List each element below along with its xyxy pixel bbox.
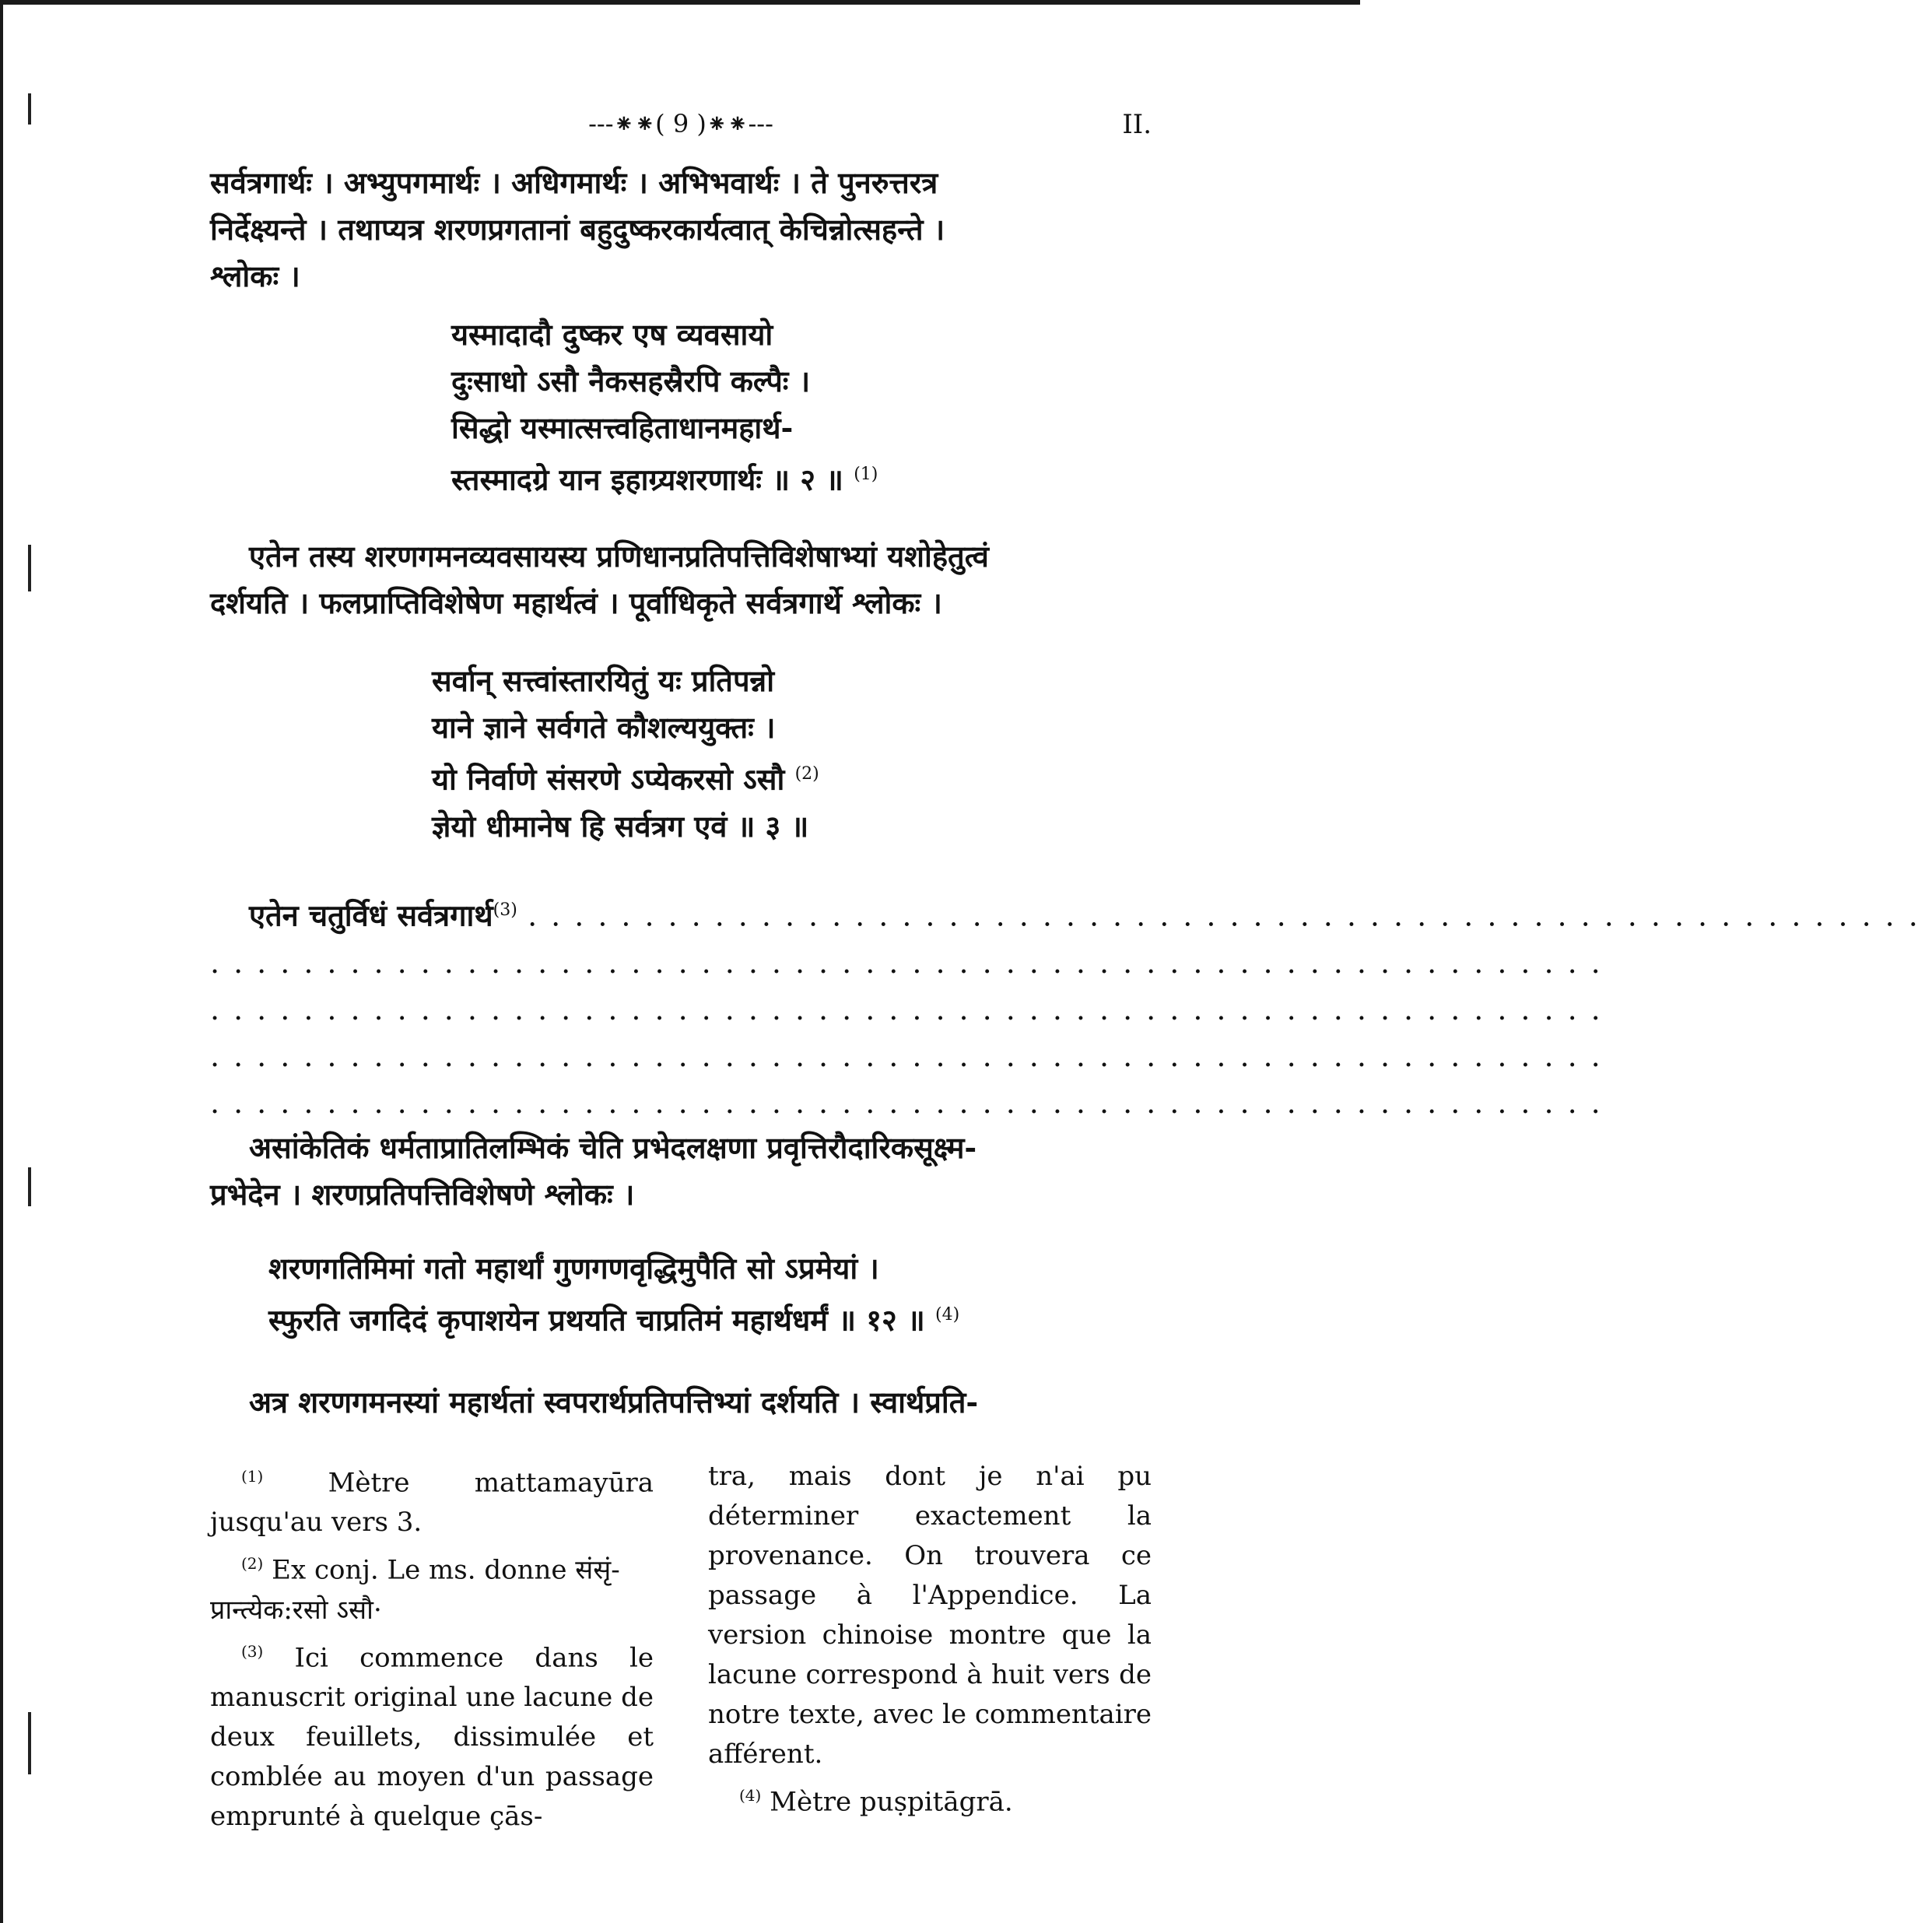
prose-line: एतेन तस्य शरणगमनव्यवसायस्य प्रणिधानप्रतिपत्तिविशेषाभ्यां यशोहेतुत्वं <box>249 539 989 574</box>
footnote-4 <box>708 1776 1152 1822</box>
verse-2 <box>210 311 1152 504</box>
prose-line: अत्र शरणगमनस्यां महार्थतां स्वपरार्थप्रतिपत्तिभ्यां दर्शयति । स्वार्थप्रति- <box>249 1384 979 1419</box>
lacuna-dots: ............................................................ <box>210 945 1615 980</box>
prose-line: असांकेतिकं धर्मताप्रातिलम्भिकं चेति प्रभेदलक्षणा प्रवृत्तिरौदारिकसूक्ष्म- <box>249 1130 977 1165</box>
footnote-1-text: Mètre mattamayūra jusqu'au vers 3. <box>210 1467 654 1539</box>
verse-line: शरणगतिमिमां गतो महार्थां गुणगणवृद्धिमुपैति सो ऽप्रमेयां । <box>268 1251 879 1286</box>
footnote-3-text: Ici commence dans le manuscrit original une lacune de deux feuillets, dissimulée et comblée au moyen d'un passage emprunté à quelque çās- <box>210 1641 654 1832</box>
footnote-1 <box>210 1457 654 1542</box>
verse-3 <box>210 658 1152 850</box>
page-header <box>210 109 1152 148</box>
paragraph-1 <box>210 160 1152 300</box>
lacuna-dots: ............................................................ <box>210 991 1615 1026</box>
verse-line: ज्ञेयो धीमानेष हि सर्वत्रग एवं ॥ ३ ॥ <box>432 808 809 844</box>
prose-line: प्रभेदेन । शरणप्रतिपत्तिविशेषणे श्लोकः । <box>210 1177 635 1212</box>
lacuna-dots: ............................................................ <box>528 898 1932 933</box>
prose-line: दर्शयति । फलप्राप्तिविशेषेण महार्थत्वं । पूर्वाधिकृते सर्वत्रगार्थे श्लोकः । <box>210 585 942 620</box>
prose-line: सर्वत्रगार्थः । अभ्युपगमार्थः । अधिगमार्थः । अभिभवार्थः । ते पुनरुत्तरत्र <box>210 165 938 200</box>
footnote-marker-3: (3) <box>493 900 517 920</box>
lacuna-dots: ............................................................ <box>210 1038 1615 1073</box>
binding-mark <box>28 1712 31 1774</box>
footnote-column-left <box>210 1457 654 1838</box>
paragraph-4 <box>210 1379 1152 1426</box>
verse-line <box>432 751 1152 803</box>
verse-line: यस्मादादौ दुष्कर एष व्यवसायो <box>451 317 773 352</box>
binding-mark <box>28 545 31 591</box>
footnote-2-text-cont: प्रान्त्येक:रसो ऽसौ· <box>210 1594 382 1626</box>
lacuna-block <box>210 887 1932 1126</box>
prose-line: श्लोकः । <box>210 258 300 293</box>
footnote-1-marker: (1) <box>241 1467 264 1486</box>
binding-mark <box>28 93 31 125</box>
verse-12 <box>210 1245 1152 1344</box>
verse-line: दुःसाधो ऽसौ नैकसहस्रैरपि कल्पैः । <box>451 363 811 398</box>
page-number: ---⁕⁕( 9 )⁕⁕--- <box>588 109 773 139</box>
verse-line-last <box>451 451 1152 504</box>
verse-line: सिद्धो यस्मात्सत्त्वहिताधानमहार्थ- <box>451 410 794 445</box>
footnote-3-continued: tra, mais dont je n'ai pu déterminer exactement la provenance. On trouvera ce passage à l'Appendice. La version chinoise montre que la lacune correspond à huit vers de notre texte, avec le commentaire afférent. <box>708 1461 1152 1770</box>
verse-line-text: यो निर्वाणे संसरणे ऽप्येकरसो ऽसौ <box>432 761 785 797</box>
verse-line: याने ज्ञाने सर्वगते कौशल्ययुक्तः । <box>432 710 776 745</box>
lacuna-dots: ............................................................ <box>210 1085 1615 1120</box>
footnote-2 <box>210 1544 654 1630</box>
footnote-2-text: Ex conj. Le ms. donne संसृं- <box>272 1554 620 1586</box>
paragraph-2 <box>210 533 1152 626</box>
prose-line: निर्देक्ष्यन्ते । तथाप्यत्र शरणप्रगतानां बहुदुष्करकार्यत्वात् केचिन्नोत्सहन्ते । <box>210 212 945 247</box>
footnote-marker-2: (2) <box>794 764 819 784</box>
footnote-2-marker: (2) <box>241 1554 264 1574</box>
lacuna-lead: एतेन चतुर्विधं सर्वत्रगार्थ <box>249 897 493 933</box>
footnote-4-text: Mètre puṣpitāgrā. <box>770 1786 1013 1818</box>
binding-mark <box>28 1167 31 1206</box>
page-edge-top <box>0 0 1360 5</box>
paragraph-3 <box>210 1125 1152 1218</box>
lacuna-lead-line <box>210 887 1932 939</box>
verse-line: सर्वान् सत्त्वांस्तारयितुं यः प्रतिपन्नो <box>432 663 775 698</box>
verse-line-text: स्फुरति जगदिदं कृपाशयेन प्रथयति चाप्रतिमं महार्थधर्मं ॥ १२ ॥ <box>268 1302 925 1338</box>
footnote-4-marker: (4) <box>739 1786 762 1805</box>
footnote-marker-1: (1) <box>854 465 878 484</box>
page-edge-left <box>0 0 3 1923</box>
footnote-3 <box>210 1632 654 1837</box>
verse-line <box>268 1292 1152 1344</box>
footnote-marker-4: (4) <box>935 1305 960 1325</box>
footnote-3-marker: (3) <box>241 1641 264 1661</box>
chapter-number: II. <box>1122 109 1152 140</box>
footnote-column-right <box>708 1457 1152 1823</box>
verse-line-text: स्तस्मादग्रे यान इहाग्र्यशरणार्थः ॥ २ ॥ <box>451 461 843 497</box>
